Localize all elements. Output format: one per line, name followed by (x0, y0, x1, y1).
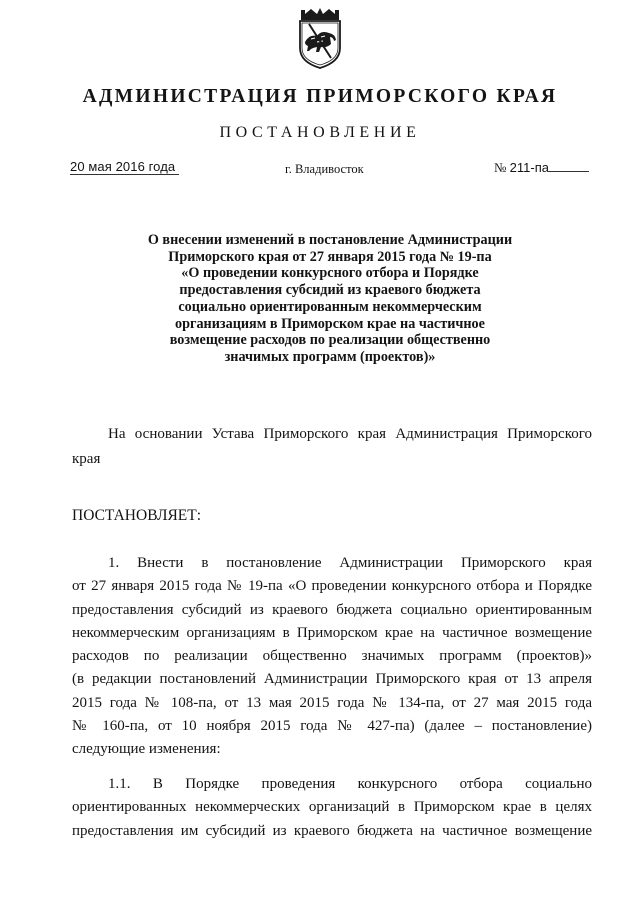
item-1-line: расходов по реализации общественно значимых программ (проектов)» (72, 648, 592, 665)
decree-heading: ПОСТАНОВЛЯЕТ: (72, 507, 202, 524)
title-line: Приморского края от 27 января 2015 года № 19-па (168, 248, 492, 265)
title-line: организациям в Приморском крае на частичное (175, 315, 485, 332)
item-1-line: 2015 года № 108-па, от 13 мая 2015 года № 134-па, от 27 мая 2015 года (72, 694, 592, 711)
document-number (494, 160, 589, 176)
organization-name: АДМИНИСТРАЦИЯ ПРИМОРСКОГО КРАЯ (82, 86, 558, 107)
item-1-line: № 160-па, от 10 ноября 2015 года № 427-па) (далее – постановление) (72, 718, 592, 735)
item-1-1-paragraph (72, 773, 592, 843)
item-1-line: следующие изменения: (72, 741, 221, 758)
item-1-1-line: предоставления им субсидий из краевого бюджета на частичное возмещение (72, 822, 592, 839)
title-line: значимых программ (проектов)» (224, 348, 436, 365)
document-city: г. Владивосток (285, 162, 364, 176)
item-1-1-line: ориентированных некоммерческих организаций в Приморском крае в целях (72, 799, 592, 816)
title-line: «О проведении конкурсного отбора и Порядке (181, 265, 479, 282)
basis-line: На основании Устава Приморского края Администрация Приморского (108, 426, 592, 442)
document-date: 20 мая 2016 года (70, 159, 176, 174)
title-line: возмещение расходов по реализации общественно (169, 332, 491, 349)
item-1-line: предоставления субсидий из краевого бюджета социально ориентированным (72, 601, 592, 618)
document-title (108, 232, 552, 366)
document-type: ПОСТАНОВЛЕНИЕ (219, 124, 421, 141)
title-line: предоставления субсидий из краевого бюджета (179, 282, 481, 299)
coat-of-arms-icon (297, 6, 343, 70)
item-1-paragraph (72, 552, 592, 762)
basis-line: края (72, 451, 101, 467)
number-underline (549, 171, 589, 172)
item-1-line: 1. Внести в постановление Администрации Приморского края (108, 555, 592, 571)
item-1-line: от 27 января 2015 года № 19-па «О проведении конкурсного отбора и Порядке (72, 578, 592, 595)
basis-paragraph (72, 422, 592, 472)
title-line: О внесении изменений в постановление Администрации (147, 232, 513, 248)
item-1-line: (в редакции постановлений Администрации Приморского края от 13 апреля (72, 671, 592, 688)
number-value: 211-па (509, 160, 549, 175)
item-1-1-line: 1.1. В Порядке проведения конкурсного отбора социально (108, 776, 592, 792)
number-prefix: № (494, 160, 507, 175)
item-1-line: некоммерческим организациям в Приморском крае на частичное возмещение (72, 624, 592, 641)
title-line: социально ориентированным некоммерческим (178, 298, 482, 315)
